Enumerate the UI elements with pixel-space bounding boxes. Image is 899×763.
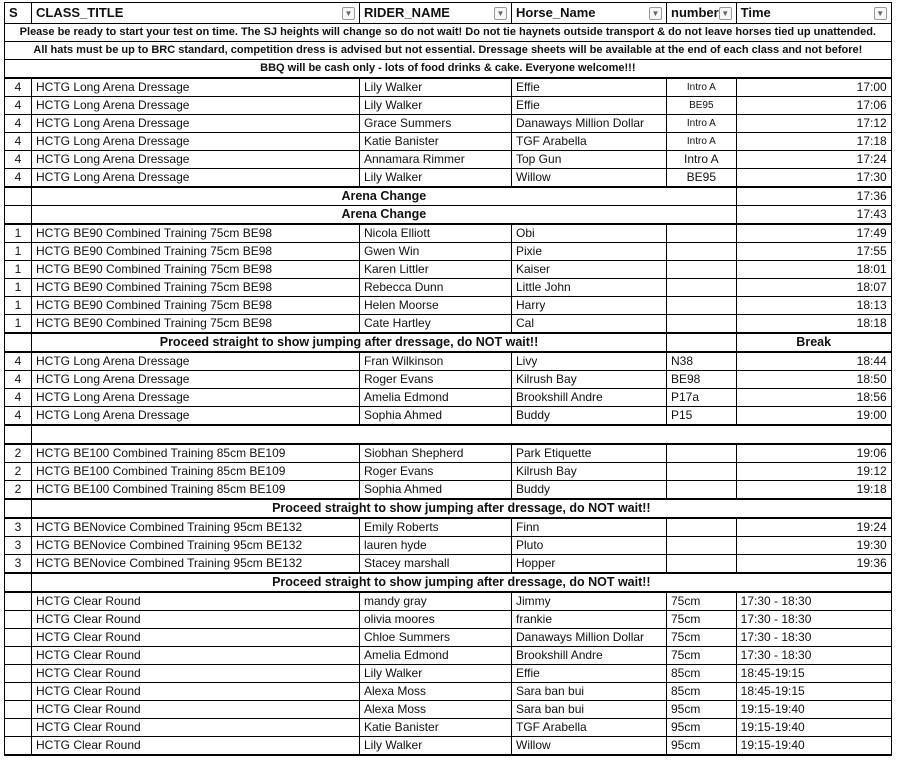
cell-class-title[interactable]: HCTG Clear Round bbox=[32, 611, 360, 629]
filter-dropdown-icon[interactable]: ▼ bbox=[342, 7, 355, 20]
cell-horse-name[interactable]: Sara ban bui bbox=[512, 701, 667, 719]
cell-class-title[interactable]: HCTG Clear Round bbox=[32, 719, 360, 737]
cell-horse-name[interactable]: Little John bbox=[512, 279, 667, 297]
cell-rider-name[interactable]: Katie Banister bbox=[360, 133, 512, 151]
cell-rider-name[interactable]: Fran Wilkinson bbox=[360, 352, 512, 371]
schedule-sheet bbox=[4, 2, 892, 756]
cell-time[interactable]: 17:12 bbox=[736, 115, 891, 133]
cell-time[interactable]: 17:24 bbox=[736, 151, 891, 169]
cell-horse-name[interactable]: Danaways Million Dollar bbox=[512, 115, 667, 133]
cell-s[interactable]: 1 bbox=[5, 224, 32, 243]
cell-number[interactable] bbox=[667, 444, 737, 463]
table-row bbox=[5, 701, 892, 719]
table-row bbox=[5, 224, 892, 243]
cell-s[interactable] bbox=[5, 737, 32, 756]
cell-s[interactable] bbox=[5, 683, 32, 701]
arena-change-row bbox=[5, 187, 892, 206]
cell-class-title[interactable]: HCTG Clear Round bbox=[32, 683, 360, 701]
cell-horse-name[interactable]: Pixie bbox=[512, 243, 667, 261]
cell-horse-name[interactable]: Buddy bbox=[512, 481, 667, 500]
cell-s[interactable]: 2 bbox=[5, 481, 32, 500]
cell-class-title[interactable]: HCTG BE90 Combined Training 75cm BE98 bbox=[32, 261, 360, 279]
cell-horse-name[interactable]: Danaways Million Dollar bbox=[512, 629, 667, 647]
cell-class-title[interactable]: HCTG Clear Round bbox=[32, 647, 360, 665]
cell-s[interactable]: 2 bbox=[5, 444, 32, 463]
cell-time[interactable]: 18:50 bbox=[736, 371, 891, 389]
cell-number[interactable]: BE98 bbox=[667, 371, 737, 389]
cell-time[interactable]: 17:43 bbox=[736, 206, 891, 225]
cell-number[interactable] bbox=[667, 463, 737, 481]
cell-time[interactable]: 19:15-19:40 bbox=[736, 701, 891, 719]
cell-s[interactable]: 2 bbox=[5, 463, 32, 481]
table-row bbox=[5, 518, 892, 537]
cell-class-title[interactable]: HCTG Long Arena Dressage bbox=[32, 352, 360, 371]
cell-horse-name[interactable]: Hopper bbox=[512, 555, 667, 574]
header-horse-name[interactable]: Horse_Name ▼ bbox=[512, 3, 667, 24]
header-row bbox=[5, 3, 892, 24]
cell-rider-name[interactable]: Lily Walker bbox=[360, 97, 512, 115]
cell-horse-name[interactable]: Park Etiquette bbox=[512, 444, 667, 463]
table-row bbox=[5, 261, 892, 279]
cell-number[interactable] bbox=[667, 555, 737, 574]
cell-rider-name[interactable]: Chloe Summers bbox=[360, 629, 512, 647]
cell-s[interactable]: 1 bbox=[5, 315, 32, 334]
cell-time[interactable]: 18:45-19:15 bbox=[736, 683, 891, 701]
cell-number[interactable]: 95cm bbox=[667, 737, 737, 756]
cell-horse-name[interactable]: Buddy bbox=[512, 407, 667, 426]
cell-class-title[interactable]: HCTG Long Arena Dressage bbox=[32, 151, 360, 169]
cell-class-title[interactable]: HCTG Clear Round bbox=[32, 592, 360, 611]
cell-time[interactable]: 17:30 - 18:30 bbox=[736, 592, 891, 611]
cell-s[interactable] bbox=[5, 333, 32, 352]
cell-rider-name[interactable]: Amelia Edmond bbox=[360, 389, 512, 407]
cell-class-title[interactable]: HCTG Long Arena Dressage bbox=[32, 97, 360, 115]
cell-class-title[interactable]: HCTG Clear Round bbox=[32, 737, 360, 756]
cell-class-title[interactable]: HCTG BE90 Combined Training 75cm BE98 bbox=[32, 279, 360, 297]
cell-rider-name[interactable]: Lily Walker bbox=[360, 78, 512, 97]
cell-rider-name[interactable]: Karen Littler bbox=[360, 261, 512, 279]
cell-class-title[interactable]: HCTG BE100 Combined Training 85cm BE109 bbox=[32, 463, 360, 481]
cell-number[interactable] bbox=[667, 224, 737, 243]
proceed-notice[interactable]: Proceed straight to show jumping after dressage, do NOT wait!! bbox=[32, 499, 892, 518]
cell-class-title[interactable]: HCTG BE90 Combined Training 75cm BE98 bbox=[32, 315, 360, 334]
cell-s[interactable] bbox=[5, 719, 32, 737]
cell-rider-name[interactable]: Siobhan Shepherd bbox=[360, 444, 512, 463]
cell-s[interactable]: 4 bbox=[5, 78, 32, 97]
cell-number[interactable]: BE95 bbox=[667, 169, 737, 188]
cell-class-title[interactable]: HCTG BE100 Combined Training 85cm BE109 bbox=[32, 481, 360, 500]
cell-time[interactable]: 19:18 bbox=[736, 481, 891, 500]
cell-time[interactable]: 19:06 bbox=[736, 444, 891, 463]
cell-rider-name[interactable]: Sophia Ahmed bbox=[360, 407, 512, 426]
cell-horse-name[interactable]: Brookshill Andre bbox=[512, 647, 667, 665]
cell-rider-name[interactable]: Nicola Elliott bbox=[360, 224, 512, 243]
arena-change-label[interactable]: Arena Change bbox=[32, 187, 737, 206]
cell-time[interactable]: 18:01 bbox=[736, 261, 891, 279]
cell-number[interactable] bbox=[667, 481, 737, 500]
cell-time[interactable]: 17:36 bbox=[736, 187, 891, 206]
cell-time[interactable]: 19:30 bbox=[736, 537, 891, 555]
arena-change-row bbox=[5, 206, 892, 225]
proceed-row bbox=[5, 499, 892, 518]
cell-class-title[interactable]: HCTG Clear Round bbox=[32, 629, 360, 647]
notice-text[interactable]: All hats must be up to BRC standard, competition dress is advised but not essential. Dressage sheets will be available at the end of each class and not before! bbox=[5, 42, 892, 60]
cell-s[interactable]: 4 bbox=[5, 169, 32, 188]
cell-horse-name[interactable]: Kilrush Bay bbox=[512, 371, 667, 389]
cell-class-title[interactable]: HCTG BENovice Combined Training 95cm BE132 bbox=[32, 518, 360, 537]
cell-s[interactable] bbox=[5, 592, 32, 611]
cell-s[interactable]: 3 bbox=[5, 555, 32, 574]
cell-horse-name[interactable]: Finn bbox=[512, 518, 667, 537]
cell-horse-name[interactable]: Kilrush Bay bbox=[512, 463, 667, 481]
cell-horse-name[interactable]: Brookshill Andre bbox=[512, 389, 667, 407]
table-row bbox=[5, 78, 892, 97]
table-row bbox=[5, 737, 892, 756]
cell-class-title[interactable]: HCTG Clear Round bbox=[32, 665, 360, 683]
cell-number[interactable] bbox=[667, 261, 737, 279]
cell-time[interactable]: 19:24 bbox=[736, 518, 891, 537]
table-row bbox=[5, 352, 892, 371]
cell-class-title[interactable]: HCTG BE90 Combined Training 75cm BE98 bbox=[32, 243, 360, 261]
cell-horse-name[interactable]: Effie bbox=[512, 78, 667, 97]
cell-class-title[interactable]: HCTG Long Arena Dressage bbox=[32, 371, 360, 389]
cell-number[interactable]: 75cm bbox=[667, 611, 737, 629]
cell-rider-name[interactable]: Gwen Win bbox=[360, 243, 512, 261]
cell-time[interactable]: 17:49 bbox=[736, 224, 891, 243]
cell-time[interactable]: 19:00 bbox=[736, 407, 891, 426]
table-row bbox=[5, 683, 892, 701]
cell-horse-name[interactable]: Effie bbox=[512, 97, 667, 115]
cell-number[interactable]: 75cm bbox=[667, 629, 737, 647]
cell-number[interactable] bbox=[667, 243, 737, 261]
cell-number[interactable]: P17a bbox=[667, 389, 737, 407]
cell-number[interactable] bbox=[667, 333, 737, 352]
cell-time[interactable]: 19:15-19:40 bbox=[736, 737, 891, 756]
filter-dropdown-icon[interactable]: ▼ bbox=[719, 7, 732, 20]
cell-horse-name[interactable]: Top Gun bbox=[512, 151, 667, 169]
table-row bbox=[5, 169, 892, 188]
cell-s[interactable]: 4 bbox=[5, 352, 32, 371]
table-row bbox=[5, 629, 892, 647]
cell-s[interactable]: 4 bbox=[5, 133, 32, 151]
table-row bbox=[5, 719, 892, 737]
cell-class-title[interactable]: HCTG Long Arena Dressage bbox=[32, 115, 360, 133]
cell-rider-name[interactable]: Cate Hartley bbox=[360, 315, 512, 334]
table-row bbox=[5, 151, 892, 169]
filter-dropdown-icon[interactable]: ▼ bbox=[649, 7, 662, 20]
cell-s[interactable] bbox=[5, 206, 32, 225]
table-row bbox=[5, 315, 892, 334]
cell-s[interactable] bbox=[5, 701, 32, 719]
cell-s[interactable] bbox=[5, 611, 32, 629]
table-row bbox=[5, 555, 892, 574]
cell-s[interactable]: 1 bbox=[5, 261, 32, 279]
table-row bbox=[5, 115, 892, 133]
cell-time[interactable]: 17:30 - 18:30 bbox=[736, 629, 891, 647]
cell-horse-name[interactable]: Jimmy bbox=[512, 592, 667, 611]
cell-number[interactable]: Intro A bbox=[667, 78, 737, 97]
cell-class-title[interactable]: HCTG BE90 Combined Training 75cm BE98 bbox=[32, 297, 360, 315]
blank-row bbox=[5, 425, 892, 444]
cell-s[interactable] bbox=[5, 647, 32, 665]
cell-s[interactable]: 4 bbox=[5, 371, 32, 389]
cell-number[interactable] bbox=[667, 297, 737, 315]
header-number[interactable]: number ▼ bbox=[667, 3, 737, 24]
cell-class-title[interactable]: HCTG Long Arena Dressage bbox=[32, 407, 360, 426]
cell-horse-name[interactable]: Sara ban bui bbox=[512, 683, 667, 701]
cell-number[interactable]: P15 bbox=[667, 407, 737, 426]
cell-s[interactable] bbox=[5, 187, 32, 206]
cell-s[interactable] bbox=[5, 629, 32, 647]
cell-horse-name[interactable]: Willow bbox=[512, 737, 667, 756]
cell-s[interactable]: 3 bbox=[5, 518, 32, 537]
cell-rider-name[interactable]: Alexa Moss bbox=[360, 683, 512, 701]
table-row bbox=[5, 407, 892, 426]
cell-rider-name[interactable]: Helen Moorse bbox=[360, 297, 512, 315]
cell-s[interactable]: 1 bbox=[5, 279, 32, 297]
cell-time[interactable]: 18:13 bbox=[736, 297, 891, 315]
cell-rider-name[interactable]: Roger Evans bbox=[360, 371, 512, 389]
cell-time[interactable]: 17:06 bbox=[736, 97, 891, 115]
header-time[interactable]: Time ▼ bbox=[736, 3, 891, 24]
table-row bbox=[5, 592, 892, 611]
proceed-notice[interactable]: Proceed straight to show jumping after dressage, do NOT wait!! bbox=[32, 573, 892, 592]
cell-time[interactable]: 18:45-19:15 bbox=[736, 665, 891, 683]
notice-row bbox=[5, 60, 892, 79]
cell-class-title[interactable]: HCTG BE100 Combined Training 85cm BE109 bbox=[32, 444, 360, 463]
cell-horse-name[interactable]: TGF Arabella bbox=[512, 133, 667, 151]
cell-rider-name[interactable]: Annamara Rimmer bbox=[360, 151, 512, 169]
cell-time[interactable]: 18:07 bbox=[736, 279, 891, 297]
table-row bbox=[5, 611, 892, 629]
cell-class-title[interactable]: HCTG Long Arena Dressage bbox=[32, 169, 360, 188]
cell-s[interactable] bbox=[5, 425, 32, 444]
proceed-notice[interactable]: Proceed straight to show jumping after dressage, do NOT wait!! bbox=[32, 333, 667, 352]
table-row bbox=[5, 463, 892, 481]
table-row bbox=[5, 371, 892, 389]
cell-time[interactable]: 17:00 bbox=[736, 78, 891, 97]
cell-number[interactable]: 95cm bbox=[667, 719, 737, 737]
cell-rider-name[interactable]: Lily Walker bbox=[360, 737, 512, 756]
cell-number[interactable] bbox=[667, 537, 737, 555]
cell-s[interactable]: 1 bbox=[5, 297, 32, 315]
cell-s[interactable] bbox=[5, 499, 32, 518]
cell-number[interactable] bbox=[667, 279, 737, 297]
cell-time[interactable]: 17:30 bbox=[736, 169, 891, 188]
notice-row bbox=[5, 42, 892, 60]
cell-number[interactable]: 85cm bbox=[667, 683, 737, 701]
cell-class-title[interactable]: HCTG Long Arena Dressage bbox=[32, 133, 360, 151]
cell-rider-name[interactable]: Rebecca Dunn bbox=[360, 279, 512, 297]
cell-rider-name[interactable]: olivia moores bbox=[360, 611, 512, 629]
cell-class-title[interactable]: HCTG Clear Round bbox=[32, 701, 360, 719]
cell-class-title[interactable]: HCTG BE90 Combined Training 75cm BE98 bbox=[32, 224, 360, 243]
arena-change-label[interactable]: Arena Change bbox=[32, 206, 737, 225]
cell-horse-name[interactable]: frankie bbox=[512, 611, 667, 629]
cell-rider-name[interactable]: Stacey marshall bbox=[360, 555, 512, 574]
cell-rider-name[interactable]: mandy gray bbox=[360, 592, 512, 611]
table-row bbox=[5, 647, 892, 665]
cell-time[interactable]: 19:12 bbox=[736, 463, 891, 481]
table-row bbox=[5, 481, 892, 500]
filter-dropdown-icon[interactable]: ▼ bbox=[874, 7, 887, 20]
cell-number[interactable]: BE95 bbox=[667, 97, 737, 115]
header-rider-name[interactable]: RIDER_NAME ▼ bbox=[360, 3, 512, 24]
proceed-row bbox=[5, 573, 892, 592]
table-row bbox=[5, 297, 892, 315]
cell-number[interactable]: N38 bbox=[667, 352, 737, 371]
cell-class-title[interactable]: HCTG BENovice Combined Training 95cm BE132 bbox=[32, 537, 360, 555]
cell-time[interactable]: 17:30 - 18:30 bbox=[736, 611, 891, 629]
cell-s[interactable]: 4 bbox=[5, 115, 32, 133]
cell-blank[interactable] bbox=[32, 425, 892, 444]
cell-rider-name[interactable]: Amelia Edmond bbox=[360, 647, 512, 665]
notice-text[interactable]: Please be ready to start your test on time. The SJ heights will change so do not wait! Do not tie haynets outside transport & do not leave horses tied up unattended. bbox=[5, 24, 892, 42]
cell-time[interactable]: 17:30 - 18:30 bbox=[736, 647, 891, 665]
header-s[interactable]: S bbox=[5, 3, 32, 24]
cell-rider-name[interactable]: Sophia Ahmed bbox=[360, 481, 512, 500]
cell-rider-name[interactable]: Lily Walker bbox=[360, 169, 512, 188]
cell-number[interactable] bbox=[667, 518, 737, 537]
cell-class-title[interactable]: HCTG Long Arena Dressage bbox=[32, 389, 360, 407]
cell-number[interactable] bbox=[667, 315, 737, 334]
cell-s[interactable]: 4 bbox=[5, 389, 32, 407]
table-row bbox=[5, 537, 892, 555]
cell-s[interactable] bbox=[5, 665, 32, 683]
cell-time[interactable]: 19:36 bbox=[736, 555, 891, 574]
cell-class-title[interactable]: HCTG Long Arena Dressage bbox=[32, 78, 360, 97]
filter-dropdown-icon[interactable]: ▼ bbox=[494, 7, 507, 20]
table-row bbox=[5, 97, 892, 115]
cell-rider-name[interactable]: Katie Banister bbox=[360, 719, 512, 737]
cell-rider-name[interactable]: Grace Summers bbox=[360, 115, 512, 133]
cell-horse-name[interactable]: Willow bbox=[512, 169, 667, 188]
cell-horse-name[interactable]: Livy bbox=[512, 352, 667, 371]
table-row bbox=[5, 444, 892, 463]
cell-s[interactable]: 4 bbox=[5, 151, 32, 169]
cell-rider-name[interactable]: Alexa Moss bbox=[360, 701, 512, 719]
cell-s[interactable]: 4 bbox=[5, 407, 32, 426]
cell-s[interactable] bbox=[5, 573, 32, 592]
cell-class-title[interactable]: HCTG BENovice Combined Training 95cm BE132 bbox=[32, 555, 360, 574]
cell-time[interactable]: 19:15-19:40 bbox=[736, 719, 891, 737]
cell-number[interactable]: 75cm bbox=[667, 647, 737, 665]
cell-horse-name[interactable]: Obi bbox=[512, 224, 667, 243]
table-row bbox=[5, 243, 892, 261]
cell-time[interactable]: 17:55 bbox=[736, 243, 891, 261]
header-class-title[interactable]: CLASS_TITLE ▼ bbox=[32, 3, 360, 24]
cell-horse-name[interactable]: Pluto bbox=[512, 537, 667, 555]
cell-rider-name[interactable]: Roger Evans bbox=[360, 463, 512, 481]
table-row bbox=[5, 389, 892, 407]
table-row bbox=[5, 665, 892, 683]
cell-time[interactable]: 18:44 bbox=[736, 352, 891, 371]
cell-time[interactable]: 18:18 bbox=[736, 315, 891, 334]
cell-number[interactable]: Intro A bbox=[667, 115, 737, 133]
proceed-row bbox=[5, 333, 892, 352]
cell-number[interactable]: Intro A bbox=[667, 133, 737, 151]
cell-number[interactable]: 95cm bbox=[667, 701, 737, 719]
cell-s[interactable]: 4 bbox=[5, 97, 32, 115]
notice-row bbox=[5, 24, 892, 42]
cell-number[interactable]: Intro A bbox=[667, 151, 737, 169]
break-label[interactable]: Break bbox=[736, 333, 891, 352]
table-row bbox=[5, 279, 892, 297]
cell-horse-name[interactable]: Harry bbox=[512, 297, 667, 315]
cell-number[interactable]: 75cm bbox=[667, 592, 737, 611]
cell-horse-name[interactable]: TGF Arabella bbox=[512, 719, 667, 737]
cell-s[interactable]: 1 bbox=[5, 243, 32, 261]
cell-rider-name[interactable]: Lily Walker bbox=[360, 665, 512, 683]
cell-horse-name[interactable]: Cal bbox=[512, 315, 667, 334]
table-row bbox=[5, 133, 892, 151]
cell-rider-name[interactable]: lauren hyde bbox=[360, 537, 512, 555]
cell-rider-name[interactable]: Emily Roberts bbox=[360, 518, 512, 537]
cell-time[interactable]: 18:56 bbox=[736, 389, 891, 407]
cell-horse-name[interactable]: Kaiser bbox=[512, 261, 667, 279]
cell-s[interactable]: 3 bbox=[5, 537, 32, 555]
cell-number[interactable]: 85cm bbox=[667, 665, 737, 683]
cell-horse-name[interactable]: Effie bbox=[512, 665, 667, 683]
notice-text[interactable]: BBQ will be cash only - lots of food drinks & cake. Everyone welcome!!! bbox=[5, 60, 892, 79]
cell-time[interactable]: 17:18 bbox=[736, 133, 891, 151]
